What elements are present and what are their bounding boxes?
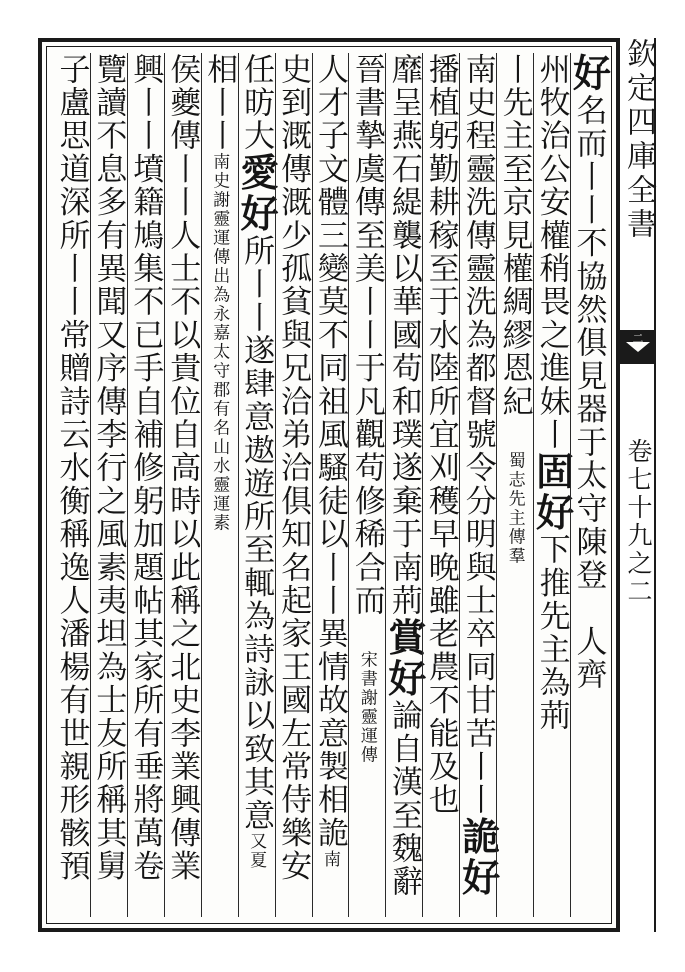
body-text: 播植躬勤耕稼至于水陸所宜刈穫早晚雖老農不能及也 (422, 53, 459, 817)
body-text: 史到溉傳溉少孤貧與兄洽弟洽俱知名起家王國左常侍樂安 (275, 53, 312, 883)
heading-term: 賞好 (381, 617, 427, 700)
body-text: 侯夔傳丨丨人士不以貴位自高時以此稱之北史李業興傳業 (164, 53, 201, 883)
column-rule (201, 53, 202, 917)
heading-term: 固好 (529, 451, 575, 534)
annotation-text: 宋書謝靈運傳 (356, 650, 377, 765)
body-text: 晉書摯虞傳至美丨丨于凡觀苟修稀合而 (348, 53, 385, 651)
body-text: 名而丨丨不協然俱見器于太守陳登 人齊 (570, 94, 607, 692)
annotation-text: 南 (320, 849, 340, 869)
body-text: 興丨丨墳籍鳩集不已手自補修躬加題帖其家所有垂將萬卷 (127, 53, 164, 883)
text-column (421, 53, 461, 917)
body-text: 子盧思道深所丨丨常贈詩云水衡稱逸人潘楊有世親形骸預 (53, 53, 90, 883)
margin-volume: 卷七十九之二 (624, 438, 653, 606)
text-column (162, 53, 202, 917)
body-text: 論自漢至魏辭 (385, 699, 422, 899)
body-text: 任昉大 (238, 53, 275, 153)
column-rule (164, 53, 165, 917)
text-area (53, 53, 612, 917)
text-column (310, 53, 350, 917)
margin-strip (620, 38, 656, 932)
column-rule (238, 53, 239, 917)
text-column (88, 53, 128, 917)
column-rule (348, 53, 349, 917)
column-rule (496, 53, 497, 917)
column-rule (385, 53, 386, 917)
text-column (51, 53, 91, 917)
text-column (234, 53, 280, 917)
text-column (455, 53, 501, 917)
column-rule (275, 53, 276, 917)
column-rule (90, 53, 91, 917)
column-rule (312, 53, 313, 917)
text-column (347, 53, 387, 917)
text-column (381, 53, 427, 917)
text-column (529, 53, 575, 917)
text-column (125, 53, 165, 917)
leaf-number: 二 (632, 332, 644, 345)
annotation-text: 南史謝靈運傳出為永嘉太守郡有名山水靈運素 (209, 152, 230, 533)
body-text: 人才子文體三變莫不同祖風騷徒以丨丨異情故意製相詭 (312, 53, 348, 850)
heading-term: 好 (566, 53, 612, 94)
column-rule (533, 53, 534, 917)
margin-header: 欽定四庫全書 (621, 38, 656, 242)
text-column (495, 53, 535, 917)
page-frame (38, 38, 620, 932)
inner-frame (46, 46, 612, 924)
body-text: 州牧治公安權稍畏之進妹丨 (533, 53, 570, 452)
column-rule (127, 53, 128, 917)
text-column (199, 53, 239, 917)
body-text: 相丨丨 (201, 53, 238, 153)
outer-rule (654, 38, 656, 932)
heading-term: 愛好 (234, 152, 280, 235)
annotation-text: 蜀志先主傳羣 (504, 451, 525, 566)
body-text: 丨先主至京見權綢繆恩紀 (496, 53, 533, 452)
column-rule (570, 53, 571, 917)
body-text: 下推先主為荊 (533, 533, 570, 733)
column-rule (422, 53, 423, 917)
body-text: 覽讀不息多有異聞又序傳李行之風素夷坦為士友所稱其舅 (90, 53, 127, 883)
body-text: 所丨丨遂肆意遨遊所至輒為詩詠以致其意 (238, 234, 275, 833)
heading-term: 詭好 (455, 816, 501, 899)
column-rule (459, 53, 460, 917)
body-text: 靡呈燕石緹襲以華國苟和璞遂棄于南荊 (385, 53, 422, 618)
annotation-text: 又夏 (246, 832, 267, 871)
body-text: 南史程靈洗傳靈洗為都督號令分明與士卒同甘苦丨丨 (459, 53, 496, 817)
